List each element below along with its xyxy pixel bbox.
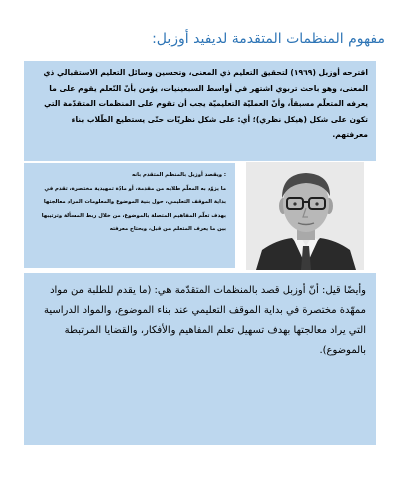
additional-definition-text: وأيضًا قيل: أنّ أوزبل قصد بالمنظمات المتقدّمة هي: (ما يقدم للطلبة من مواد ممهّدة مختصرة في بداية الموقف التعليمي عند بناء الموضوع، والمواد الدراسية التي يراد معالجتها بهدف تسهيل تعلم المفاهيم والأفكار، والقضايا المرتبطة بالموضوع). <box>43 285 366 356</box>
definition-box <box>24 61 376 161</box>
advance-organizer-intro: : ويقصد أوزبل بالمنظم المتقدم بانه <box>131 172 226 178</box>
ausubel-portrait <box>246 162 364 270</box>
definition-text: اقترحه أوزبل (١٩٦٩) لتحقيق التعليم ذي المعنى، وتحسين وسائل التعليم الاستقبالي ذي المعنى، وهو باحث تربوي اشتهر في أواسط السبعينيات، يؤمن بأنّ التّعلم يقوم على ما يعرفه المتعلّم مسبقاً، وأنّ العمليّة التعليميّة يجب أن تقوم على المنظمات المتقدّمة التي تكون على شكل (هيكل نظري)؛ أي: على شكل نظريّات حتّى يستطيع الطّلاب بناء معرفتهم. <box>43 68 368 139</box>
advance-organizer-text: ما يزوّد به المعلّم طلابه من مقدمة، أو مادّة تمهيدية مختصرة، تقدم في بداية الموقف التعليمي، حول بنية الموضوع والمعلومات المراد معالجتها بهدف تعلّم المفاهيم المتصلة بالموضوع، من خلال ربط المسألة وترتيبها بين ما يعرف المتعلم من قبل، وبحتاج معرفته <box>41 185 226 232</box>
portrait-image <box>246 162 364 270</box>
advance-organizer-box <box>24 163 235 268</box>
page-title: مفهوم المنظمات المتقدمة لديفيد أوزبل: <box>152 31 385 47</box>
additional-definition-box <box>24 273 376 445</box>
